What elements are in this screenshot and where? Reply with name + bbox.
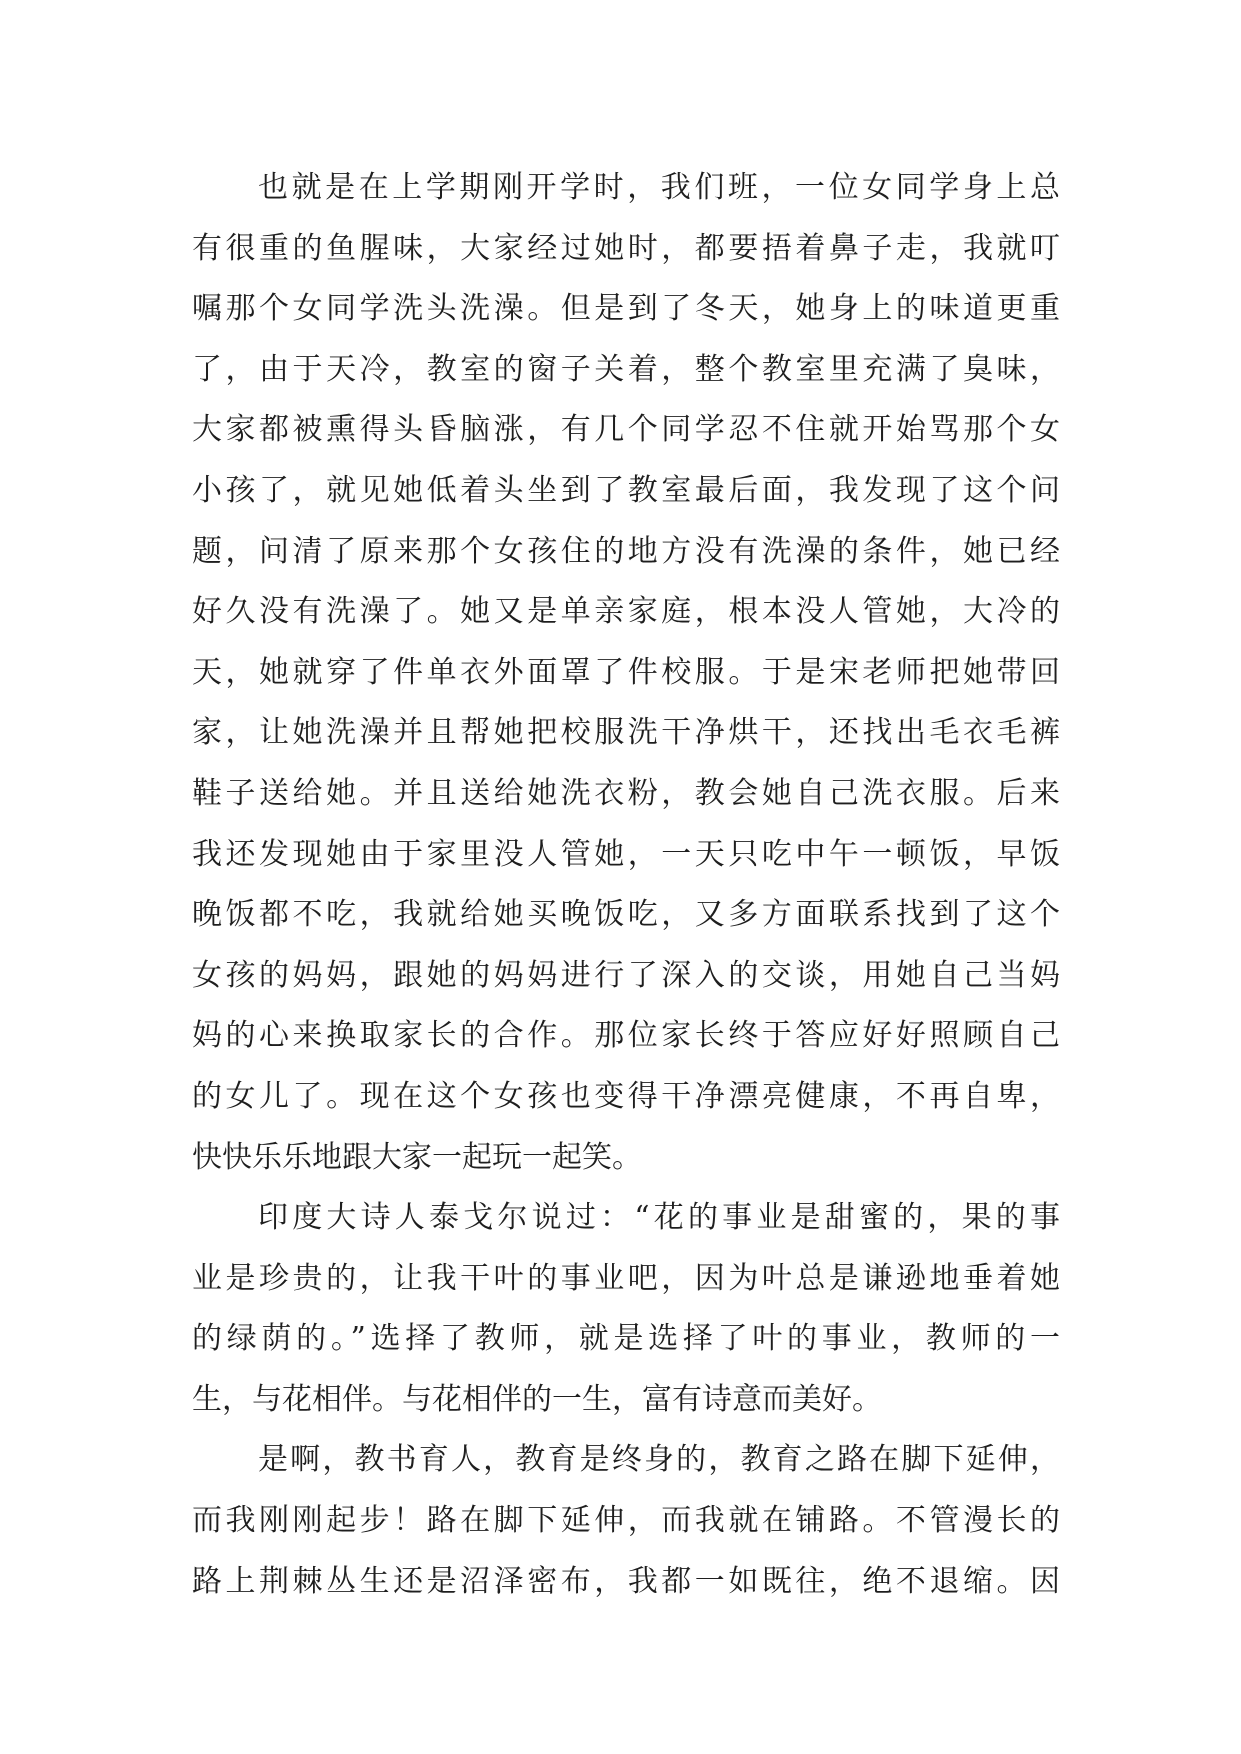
text-line: 妈的心来换取家长的合作。那位家长终于答应好好照顾自己: [192, 1018, 1060, 1054]
text-line: 快快乐乐地跟大家一起玩一起笑。: [192, 1139, 642, 1175]
text-line: 的绿荫的。”选择了教师，就是选择了叶的事业，教师的一: [192, 1321, 1060, 1357]
text-line: 业是珍贵的，让我干叶的事业吧，因为叶总是谦逊地垂着她: [192, 1260, 1060, 1296]
text-line: 有很重的鱼腥味，大家经过她时，都要捂着鼻子走，我就叮: [192, 230, 1060, 266]
text-line: 题，问清了原来那个女孩住的地方没有洗澡的条件，她已经: [192, 533, 1060, 569]
text-line: 路上荆棘丛生还是沼泽密布，我都一如既往，绝不退缩。因: [192, 1563, 1060, 1599]
document-body: [192, 158, 1060, 1612]
text-line: 我还发现她由于家里没人管她，一天只吃中午一顿饭，早饭: [192, 836, 1060, 872]
text-line: 是啊，教书育人，教育是终身的，教育之路在脚下延伸，: [258, 1442, 1060, 1478]
text-line: 大家都被熏得头昏脑涨，有几个同学忍不住就开始骂那个女: [192, 412, 1060, 448]
text-line: 女孩的妈妈，跟她的妈妈进行了深入的交谈，用她自己当妈: [192, 957, 1060, 993]
text-line: 而我刚刚起步！路在脚下延伸，而我就在铺路。不管漫长的: [192, 1503, 1060, 1539]
text-line: 家，让她洗澡并且帮她把校服洗干净烘干，还找出毛衣毛裤: [192, 715, 1060, 751]
text-line: 天，她就穿了件单衣外面罩了件校服。于是宋老师把她带回: [192, 654, 1060, 690]
text-line: 嘱那个女同学洗头洗澡。但是到了冬天，她身上的味道更重: [192, 291, 1060, 327]
paragraph-3: [192, 1430, 1060, 1612]
text-line: 的女儿了。现在这个女孩也变得干净漂亮健康，不再自卑，: [192, 1078, 1060, 1114]
text-line: 生，与花相伴。与花相伴的一生，富有诗意而美好。: [192, 1381, 882, 1417]
text-line: 好久没有洗澡了。她又是单亲家庭，根本没人管她，大冷的: [192, 594, 1060, 630]
text-line: 也就是在上学期刚开学时，我们班，一位女同学身上总: [258, 170, 1060, 205]
text-line: 印度大诗人泰戈尔说过：“花的事业是甜蜜的，果的事: [258, 1200, 1060, 1236]
paragraph-1: [192, 158, 1060, 1188]
text-line: 小孩了，就见她低着头坐到了教室最后面，我发现了这个问: [192, 472, 1060, 508]
text-line: 晚饭都不吃，我就给她买晚饭吃，又多方面联系找到了这个: [192, 897, 1060, 933]
paragraph-2: [192, 1188, 1060, 1430]
text-line: 了，由于天冷，教室的窗子关着，整个教室里充满了臭味，: [192, 351, 1060, 387]
text-line: 鞋子送给她。并且送给她洗衣粉，教会她自己洗衣服。后来: [192, 775, 1060, 811]
